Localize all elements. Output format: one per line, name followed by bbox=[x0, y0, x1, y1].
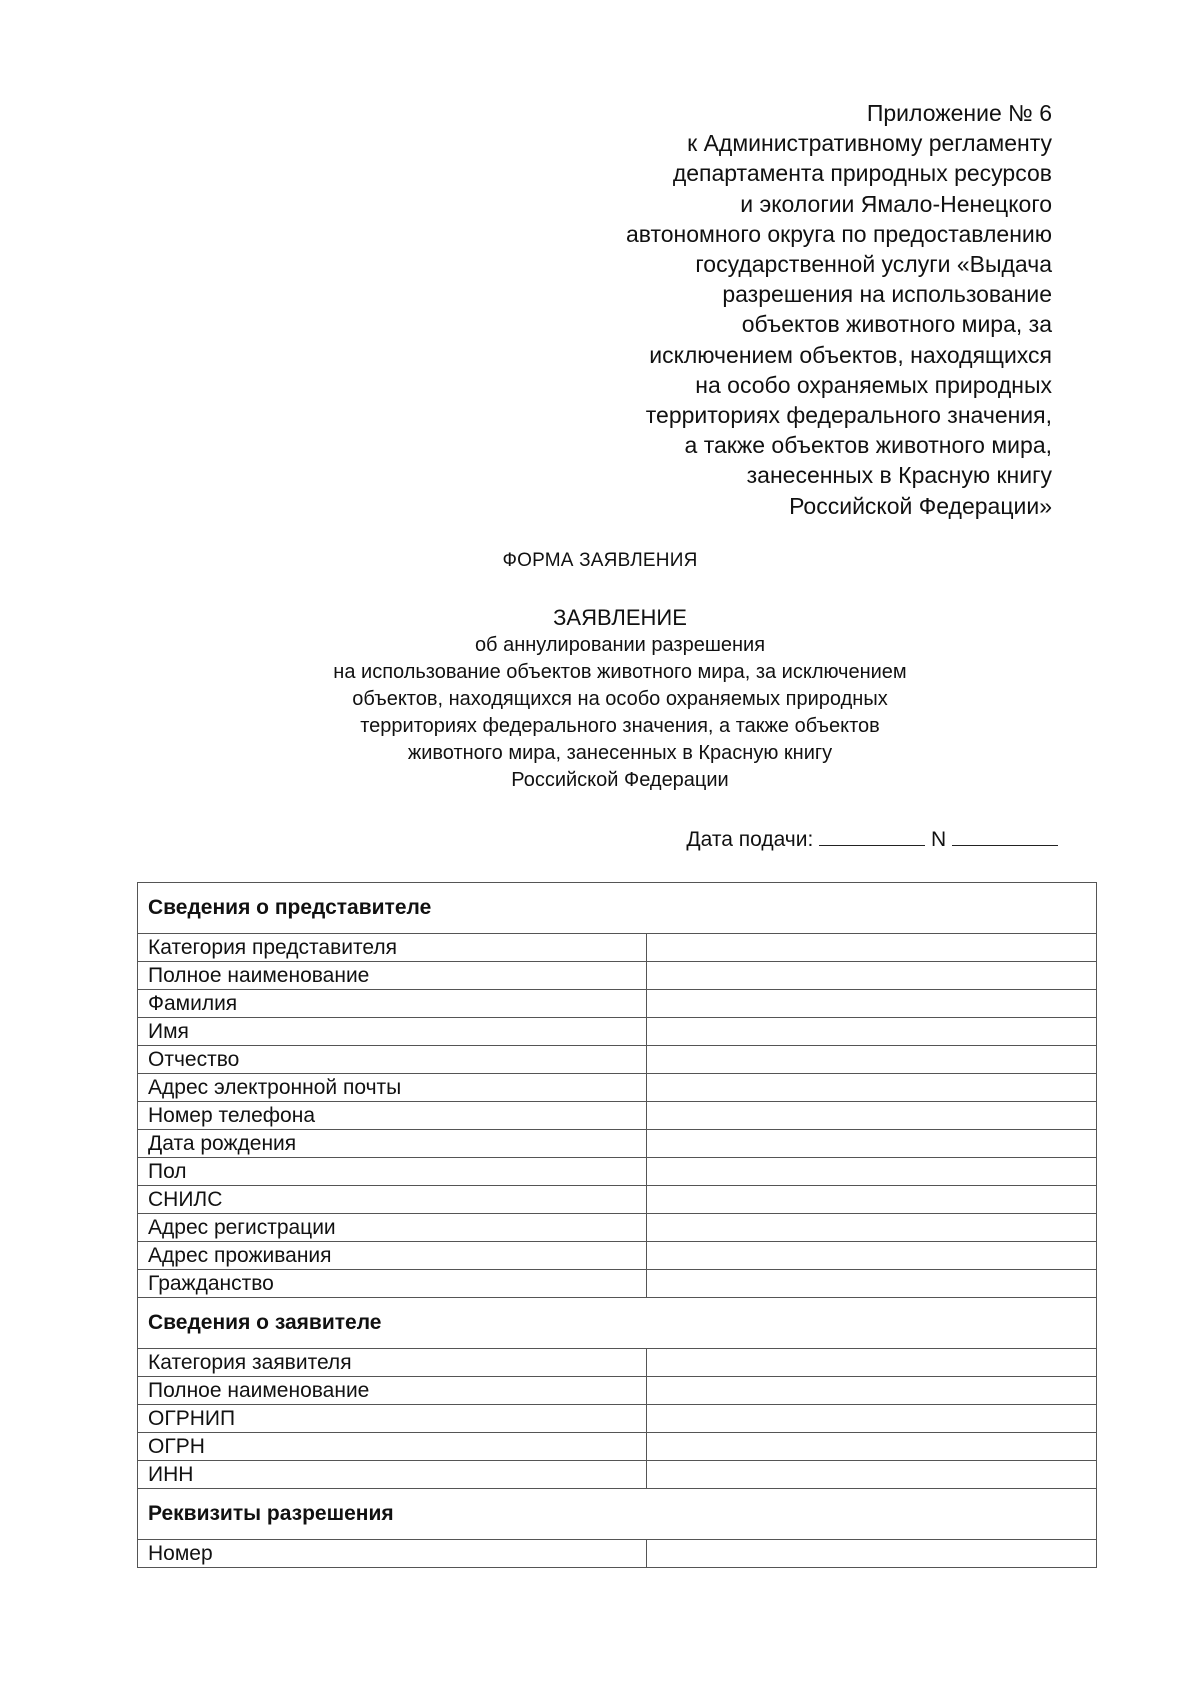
field-label: Отчество bbox=[138, 1046, 647, 1074]
field-value[interactable] bbox=[647, 1130, 1097, 1158]
title-line: на использование объектов животного мира, за исключением bbox=[333, 661, 907, 683]
form-row bbox=[138, 1158, 1097, 1186]
field-label: Пол bbox=[138, 1158, 647, 1186]
field-label: Полное наименование bbox=[138, 1377, 647, 1405]
field-value[interactable] bbox=[647, 1102, 1097, 1130]
field-value[interactable] bbox=[647, 1540, 1097, 1568]
field-label: Гражданство bbox=[138, 1270, 647, 1298]
section-header bbox=[138, 1489, 1097, 1540]
document-title bbox=[0, 604, 1200, 794]
field-label: Дата рождения bbox=[138, 1130, 647, 1158]
title-line: Российской Федерации bbox=[511, 769, 729, 791]
appendix-line: разрешения на использование bbox=[722, 281, 1052, 308]
field-value[interactable] bbox=[647, 1242, 1097, 1270]
form-row bbox=[138, 1377, 1097, 1405]
appendix-line: к Административному регламенту bbox=[687, 130, 1052, 157]
form-row bbox=[138, 1242, 1097, 1270]
form-row bbox=[138, 1270, 1097, 1298]
field-label: Адрес электронной почты bbox=[138, 1074, 647, 1102]
field-label: Категория заявителя bbox=[138, 1349, 647, 1377]
field-label: Имя bbox=[138, 1018, 647, 1046]
field-value[interactable] bbox=[647, 1461, 1097, 1489]
field-value[interactable] bbox=[647, 1433, 1097, 1461]
appendix-line: Приложение № 6 bbox=[866, 100, 1052, 126]
form-row bbox=[138, 1405, 1097, 1433]
appendix-line: занесенных в Красную книгу bbox=[746, 462, 1052, 489]
appendix-line: а также объектов животного мира, bbox=[684, 432, 1052, 459]
submission-number-field[interactable] bbox=[952, 827, 1058, 846]
submission-info bbox=[686, 827, 1058, 852]
submission-date-label: Дата подачи: bbox=[686, 828, 814, 851]
field-value[interactable] bbox=[647, 962, 1097, 990]
form-label: ФОРМА ЗАЯВЛЕНИЯ bbox=[502, 550, 698, 571]
title-line: территориях федерального значения, а также объектов bbox=[360, 715, 880, 737]
form-row bbox=[138, 1214, 1097, 1242]
form-row bbox=[138, 1540, 1097, 1568]
section-title: Реквизиты разрешения bbox=[138, 1489, 1097, 1540]
field-label: ИНН bbox=[138, 1461, 647, 1489]
field-label: ОГРНИП bbox=[138, 1405, 647, 1433]
appendix-line: объектов животного мира, за bbox=[741, 311, 1052, 338]
form-row bbox=[138, 1046, 1097, 1074]
field-label: Фамилия bbox=[138, 990, 647, 1018]
title-line: животного мира, занесенных в Красную книгу bbox=[407, 742, 833, 764]
field-label: Адрес проживания bbox=[138, 1242, 647, 1270]
form-row bbox=[138, 1018, 1097, 1046]
field-value[interactable] bbox=[647, 1270, 1097, 1298]
form-row bbox=[138, 962, 1097, 990]
field-value[interactable] bbox=[647, 1018, 1097, 1046]
section-header bbox=[138, 883, 1097, 934]
submission-date-field[interactable] bbox=[819, 827, 925, 846]
field-value[interactable] bbox=[647, 934, 1097, 962]
title-heading: ЗАЯВЛЕНИЕ bbox=[553, 605, 687, 630]
appendix-line: и экологии Ямало-Ненецкого bbox=[740, 190, 1052, 217]
form-row bbox=[138, 1461, 1097, 1489]
field-value[interactable] bbox=[647, 1186, 1097, 1214]
field-value[interactable] bbox=[647, 1158, 1097, 1186]
field-label: ОГРН bbox=[138, 1433, 647, 1461]
form-row bbox=[138, 990, 1097, 1018]
form-row bbox=[138, 1349, 1097, 1377]
field-value[interactable] bbox=[647, 1405, 1097, 1433]
field-label: Номер телефона bbox=[138, 1102, 647, 1130]
title-line: объектов, находящихся на особо охраняемых природных bbox=[352, 688, 888, 710]
appendix-line: государственной услуги «Выдача bbox=[695, 251, 1052, 278]
appendix-line: Российской Федерации» bbox=[789, 492, 1052, 519]
form-row bbox=[138, 1433, 1097, 1461]
field-value[interactable] bbox=[647, 1074, 1097, 1102]
field-value[interactable] bbox=[647, 1349, 1097, 1377]
field-value[interactable] bbox=[647, 1046, 1097, 1074]
appendix-line: на особо охраняемых природных bbox=[695, 371, 1052, 398]
appendix-line: департамента природных ресурсов bbox=[672, 160, 1052, 187]
form-row bbox=[138, 1130, 1097, 1158]
title-line: об аннулировании разрешения bbox=[474, 634, 766, 656]
field-label: Номер bbox=[138, 1540, 647, 1568]
field-label: Категория представителя bbox=[138, 934, 647, 962]
form-row bbox=[138, 1074, 1097, 1102]
section-header bbox=[138, 1298, 1097, 1349]
form-row bbox=[138, 934, 1097, 962]
appendix-line: исключением объектов, находящихся bbox=[649, 341, 1052, 368]
application-form-table bbox=[137, 882, 1097, 1568]
field-label: Адрес регистрации bbox=[138, 1214, 647, 1242]
field-value[interactable] bbox=[647, 1214, 1097, 1242]
section-title: Сведения о заявителе bbox=[138, 1298, 1097, 1349]
form-row bbox=[138, 1102, 1097, 1130]
appendix-line: автономного округа по предоставлению bbox=[625, 220, 1052, 247]
field-label: Полное наименование bbox=[138, 962, 647, 990]
section-title: Сведения о представителе bbox=[138, 883, 1097, 934]
field-label: СНИЛС bbox=[138, 1186, 647, 1214]
form-row bbox=[138, 1186, 1097, 1214]
appendix-line: территориях федерального значения, bbox=[645, 402, 1052, 429]
appendix-header bbox=[626, 98, 1052, 521]
field-value[interactable] bbox=[647, 990, 1097, 1018]
field-value[interactable] bbox=[647, 1377, 1097, 1405]
submission-number-label: N bbox=[930, 828, 947, 851]
